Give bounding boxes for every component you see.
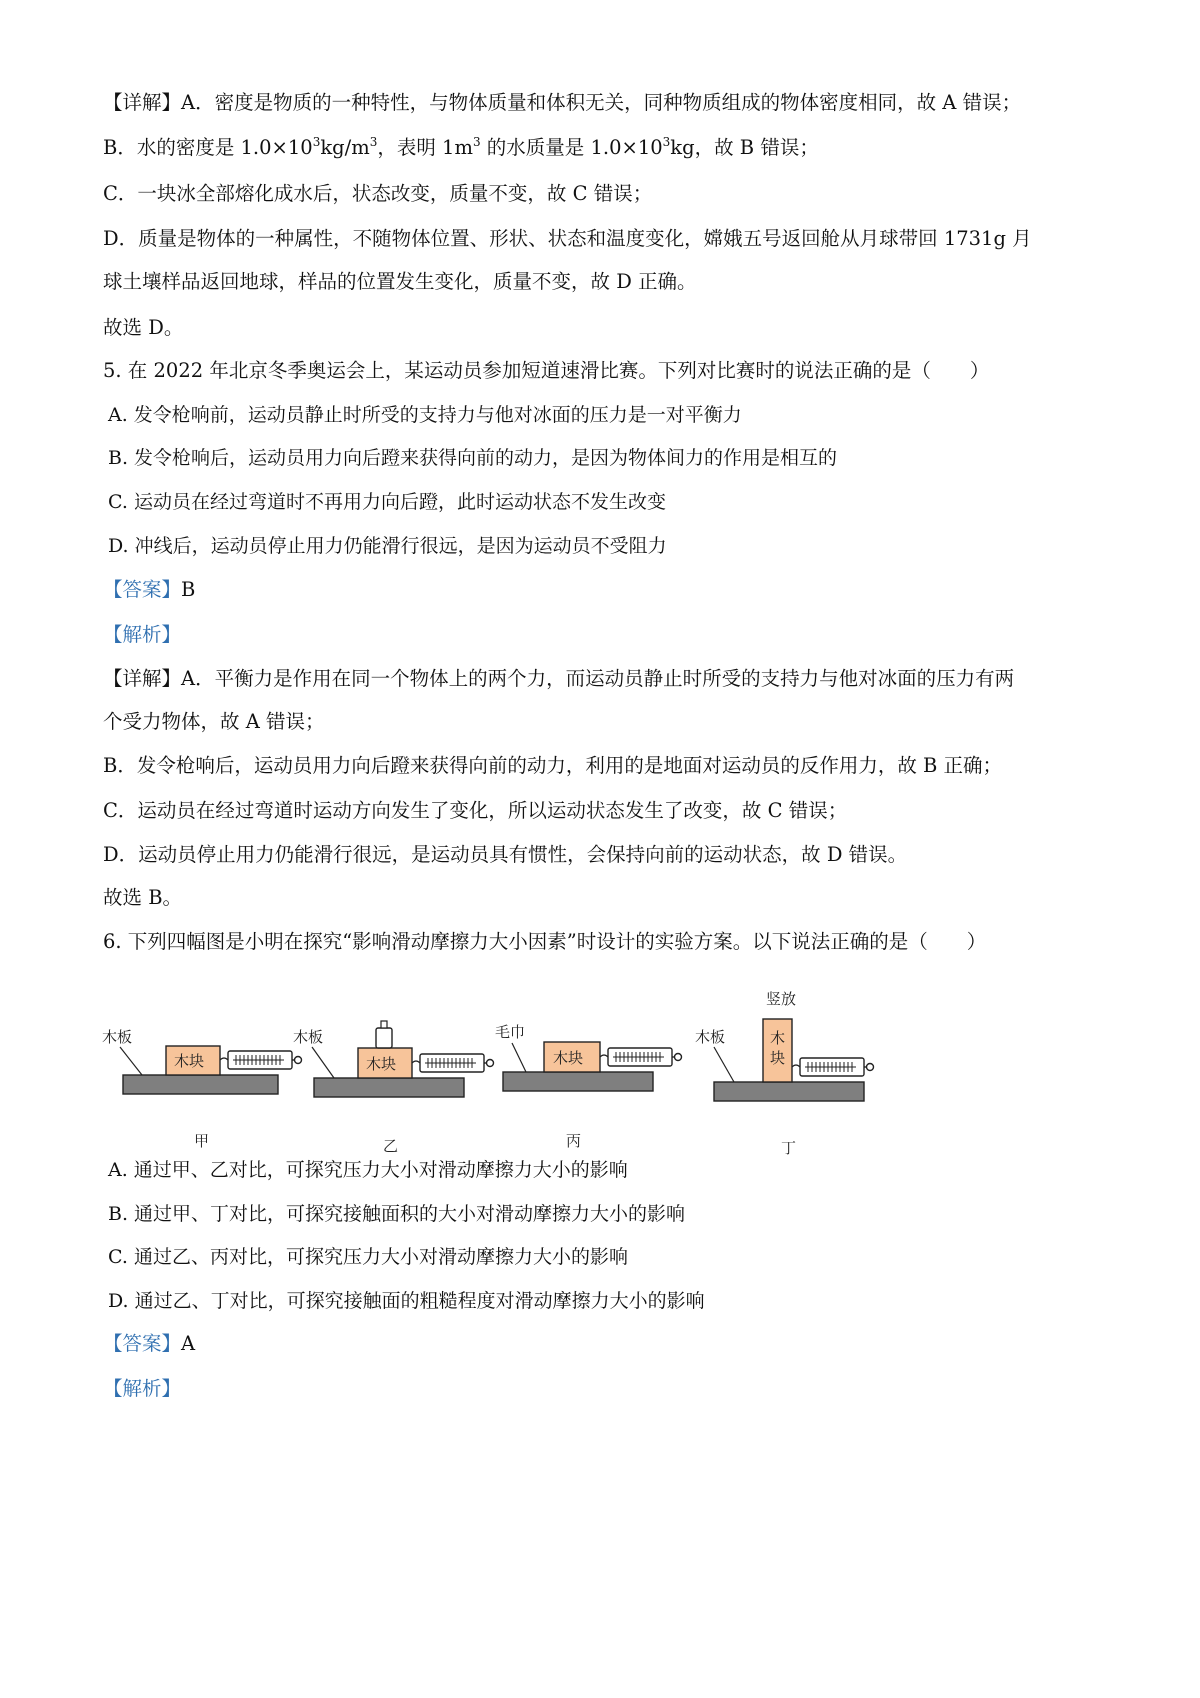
wood-board: [314, 1078, 464, 1097]
q5-analysis-tag: 【解析】: [103, 623, 182, 646]
spring-scale-icon: [420, 1054, 494, 1072]
q5-option-c: C. 运动员在经过弯道时不再用力向后蹬，此时运动状态不发生改变: [108, 491, 666, 513]
upright-label: 竖放: [766, 990, 797, 1008]
q6-option-c: C. 通过乙、丙对比，可探究压力大小对滑动摩擦力大小的影响: [108, 1246, 628, 1268]
block-label: 木块: [553, 1049, 584, 1067]
board-label: 木板: [293, 1028, 324, 1046]
detail-text: A．平衡力是作用在同一个物体上的两个力，而运动员静止时所受的支持力与他对冰面的压力有两: [181, 667, 1015, 690]
q5-option-b: B. 发令枪响后，运动员用力向后蹬来获得向前的动力，是因为物体间力的作用是相互的: [108, 447, 838, 469]
spring-scale-icon: [608, 1048, 682, 1066]
text: ，表明 1m: [377, 136, 473, 159]
superscript: 3: [369, 135, 378, 149]
q4-detail-d2: 球土壤样品返回地球，样品的位置发生变化，质量不变，故 D 正确。: [103, 270, 697, 293]
q4-detail-a: [103, 88, 1021, 118]
detail-tag: 【详解】: [103, 667, 182, 690]
q5-detail-c: C．运动员在经过弯道时运动方向发生了变化，所以运动状态发生了改变，故 C 错误；: [103, 799, 848, 822]
figure-panel-ding: [695, 990, 874, 1157]
text: 的水质量是 1.0×10: [480, 136, 663, 159]
superscript: 3: [472, 135, 481, 149]
q6-answer: [103, 1329, 195, 1359]
text: kg，故 B 错误；: [670, 136, 819, 159]
spring-scale-icon: [800, 1058, 874, 1076]
q6-analysis-tag: 【解析】: [103, 1377, 182, 1400]
q5-conclusion: 故选 B。: [103, 886, 183, 909]
block-label: 木块: [366, 1055, 397, 1073]
wood-board: [123, 1075, 278, 1094]
q6-stem: 6. 下列四幅图是小明在探究“影响滑动摩擦力大小因素”时设计的实验方案。以下说法正确的是（ ）: [103, 930, 987, 953]
q4-conclusion: 故选 D。: [103, 316, 184, 339]
answer-tag: 【答案】: [103, 1332, 182, 1355]
answer-value: A: [181, 1332, 196, 1355]
wood-board: [714, 1082, 864, 1101]
q5-detail-a: [103, 664, 1014, 694]
caption-bing: 丙: [566, 1132, 582, 1150]
q4-detail-d1: D．质量是物体的一种属性，不随物体位置、形状、状态和温度变化，嫦娥五号返回舱从月球带回 1731g 月: [103, 227, 1032, 250]
q5-option-a: A. 发令枪响前，运动员静止时所受的支持力与他对冰面的压力是一对平衡力: [108, 404, 742, 426]
text: kg/m: [320, 136, 370, 159]
q6-option-b: B. 通过甲、丁对比，可探究接触面积的大小对滑动摩擦力大小的影响: [108, 1203, 686, 1225]
weight-icon: [376, 1028, 392, 1048]
block-label: 木块: [174, 1052, 205, 1070]
board-label: 木板: [102, 1028, 133, 1046]
spring-scale-icon: [228, 1051, 302, 1069]
q6-option-d: D. 通过乙、丁对比，可探究接触面的粗糙程度对滑动摩擦力大小的影响: [108, 1290, 705, 1312]
q5-detail-b: B．发令枪响后，运动员用力向后蹬来获得向前的动力，利用的是地面对运动员的反作用力，故 B 正确；: [103, 754, 1003, 777]
figure-panel-bing: [495, 1023, 682, 1150]
board-label: 木板: [695, 1028, 726, 1046]
figure-panel-yi: [293, 1021, 494, 1155]
block-label-char-2: 块: [770, 1049, 786, 1067]
caption-jia: 甲: [194, 1132, 210, 1150]
q4-detail-c: C．一块冰全部熔化成水后，状态改变，质量不变，故 C 错误；: [103, 182, 653, 205]
q5-answer: [103, 575, 195, 605]
text: B．水的密度是 1.0×10: [103, 136, 313, 159]
q5-stem: 5. 在 2022 年北京冬季奥运会上，某运动员参加短道速滑比赛。下列对比赛时的说法正确的是（ ）: [103, 359, 990, 382]
q5-detail-d: D．运动员停止用力仍能滑行很远，是运动员具有惯性，会保持向前的运动状态，故 D 错误。: [103, 843, 908, 866]
q5-detail-a2: 个受力物体，故 A 错误；: [103, 710, 325, 733]
q5-option-d: D. 冲线后，运动员停止用力仍能滑行很远，是因为运动员不受阻力: [108, 535, 667, 557]
figure-panel-jia: [102, 1028, 302, 1150]
caption-ding: 丁: [781, 1139, 797, 1157]
q4-detail-b: [103, 133, 819, 163]
q6-option-a: A. 通过甲、乙对比，可探究压力大小对滑动摩擦力大小的影响: [108, 1159, 628, 1181]
caption-yi: 乙: [383, 1137, 399, 1155]
block-label-char-1: 木: [770, 1029, 786, 1047]
answer-tag: 【答案】: [103, 578, 182, 601]
superscript: 3: [312, 135, 321, 149]
detail-text: A．密度是物质的一种特性，与物体质量和体积无关，同种物质组成的物体密度相同，故 A 错误；: [181, 91, 1022, 114]
towel-label: 毛巾: [495, 1023, 526, 1041]
answer-value: B: [181, 578, 196, 601]
detail-tag: 【详解】: [103, 91, 182, 114]
superscript: 3: [662, 135, 671, 149]
towel-board: [503, 1072, 653, 1091]
